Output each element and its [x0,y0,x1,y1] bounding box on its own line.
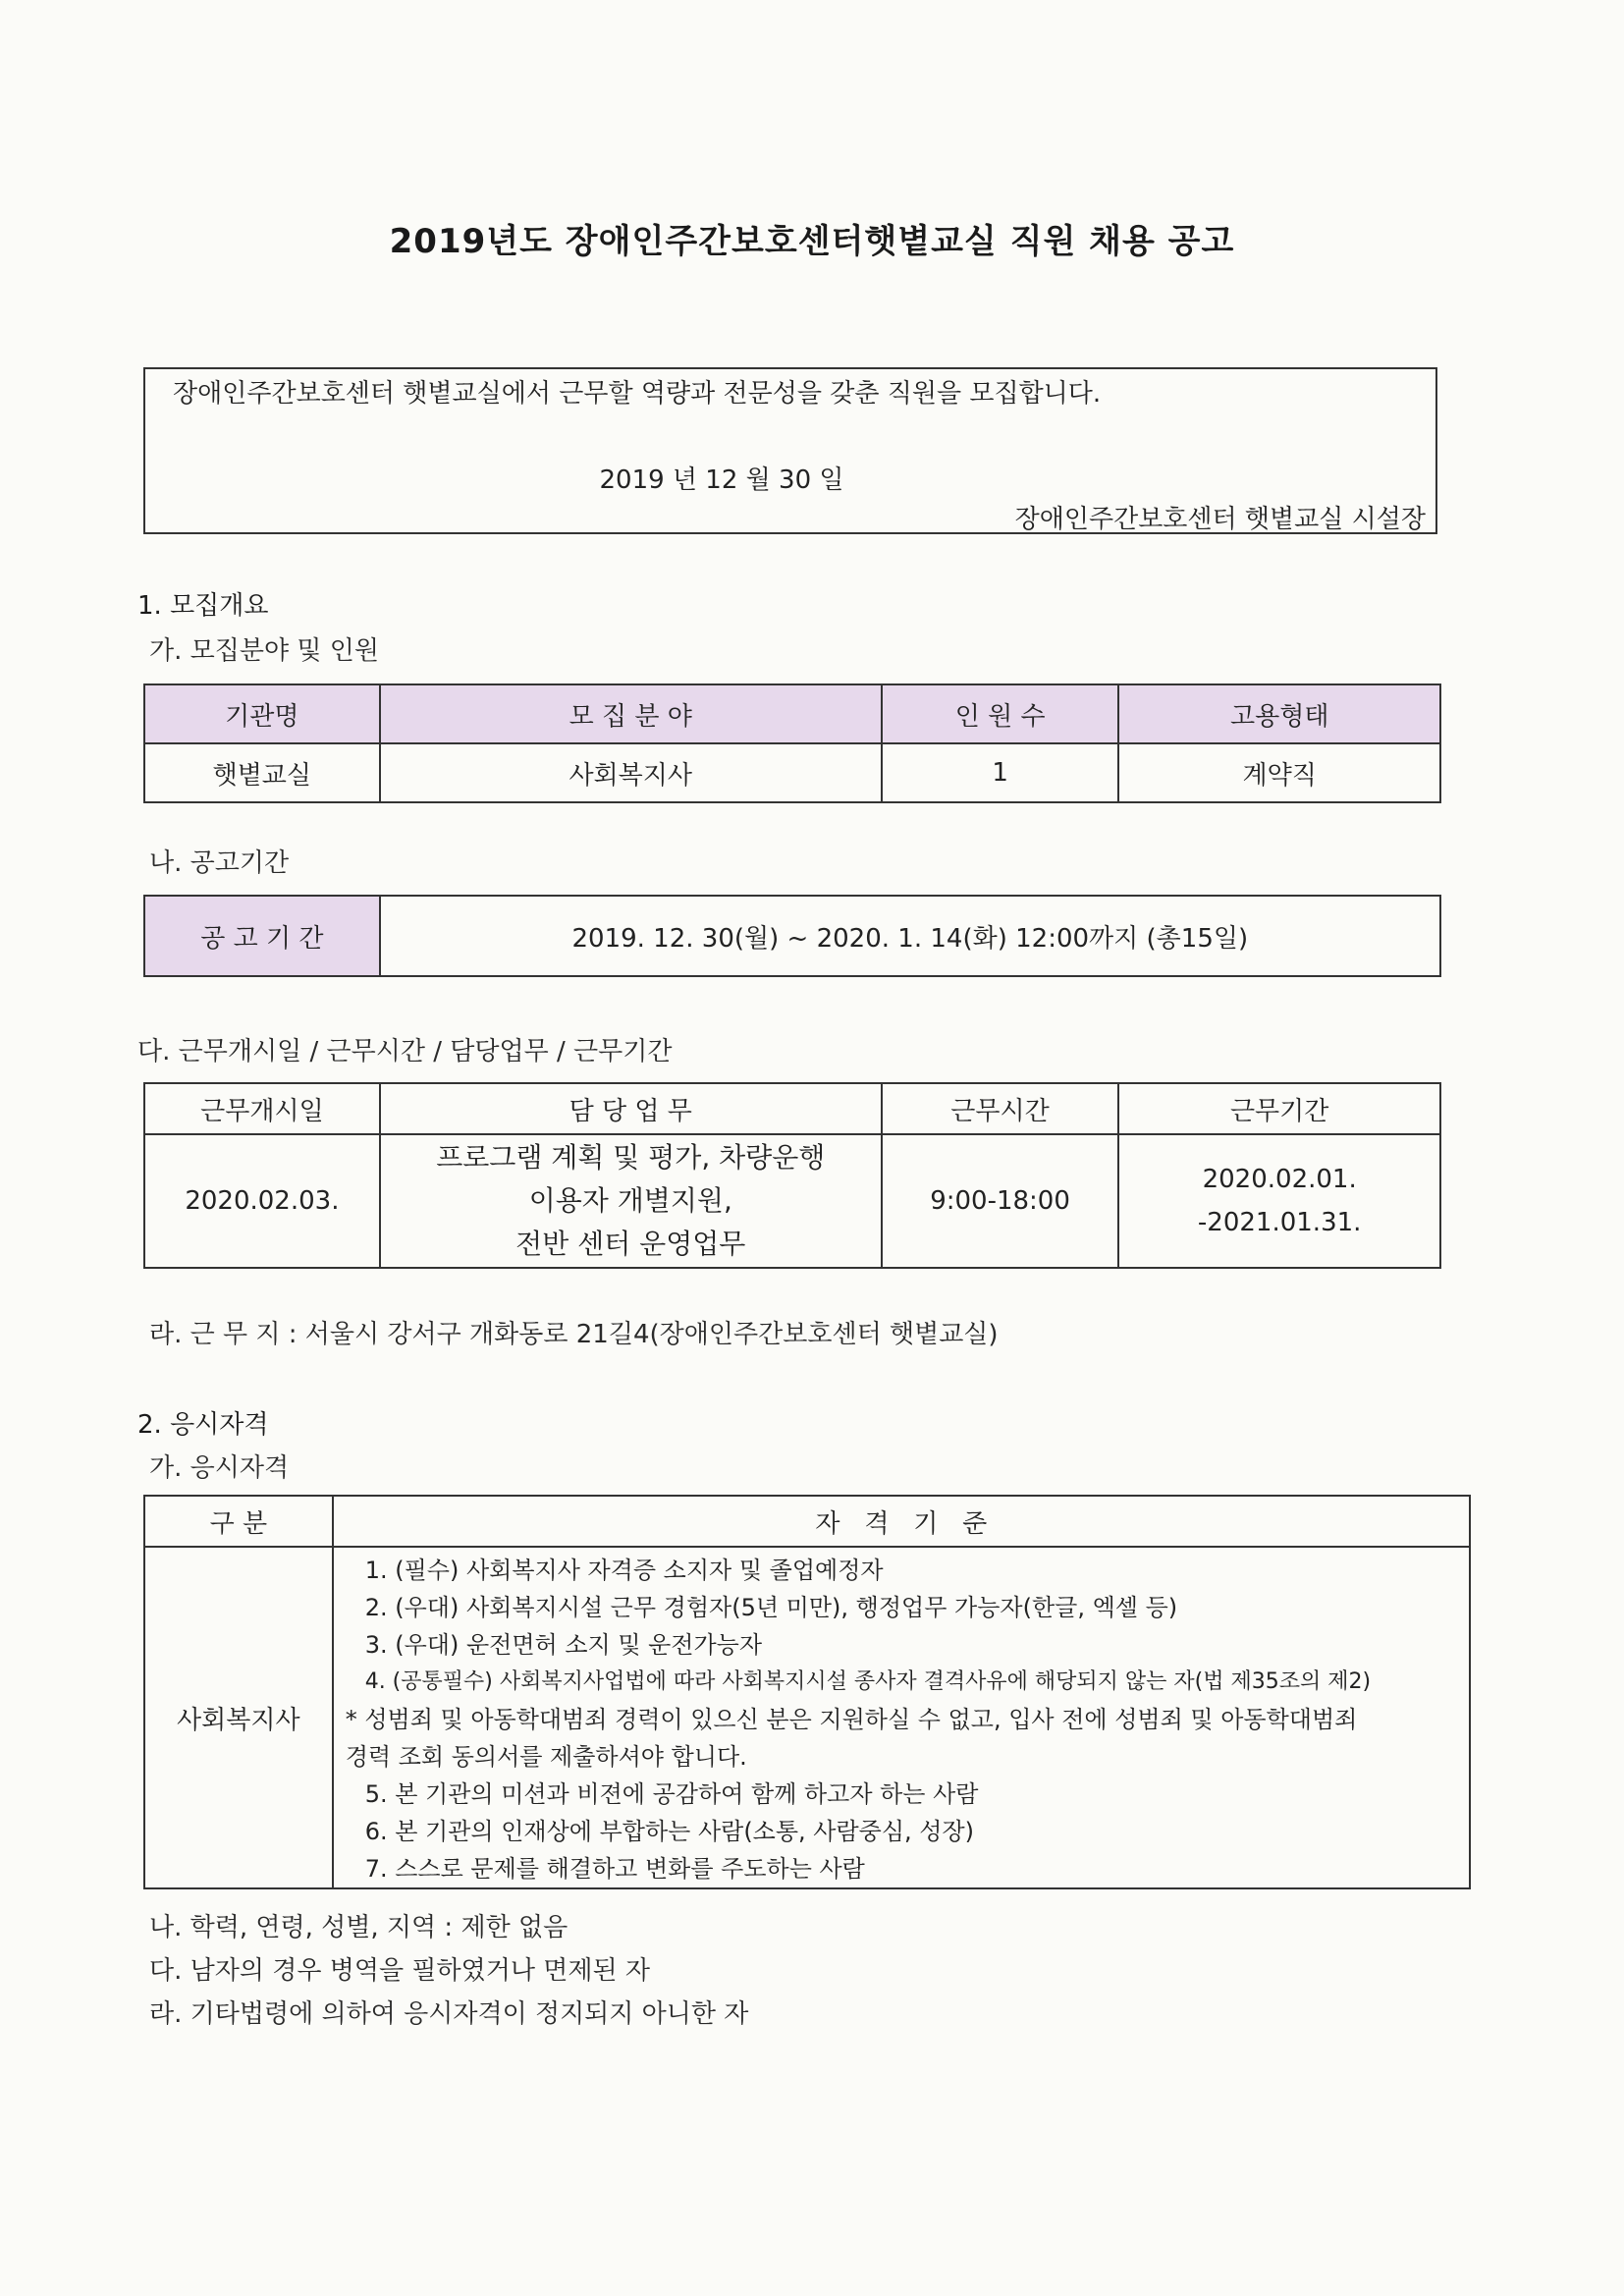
table-header-row [144,684,1440,743]
qual-item: 4. (공통필수) 사회복지사업법에 따라 사회복지시설 종사자 결격사유에 해당되지 않는 자(법 제35조의 제2) [364,1669,1372,1694]
qual-note: 경력 조회 동의서를 제출하셔야 합니다. [345,1743,747,1771]
period-label: 공 고 기 간 [144,896,380,976]
qual-item: 2. (우대) 사회복지시설 근무 경험자(5년 미만), 행정업무 가능자(한글, 엑셀 등) [364,1594,1178,1621]
notice-date: 2019 년 12 월 30 일 [599,465,844,495]
term-line: 2020.02.01. [1202,1165,1357,1194]
notice-signature: 장애인주간보호센터 햇볕교실 시설장 [1014,505,1426,534]
duty-line: 프로그램 계획 및 평가, 차량운행 [436,1141,826,1174]
work-term [1118,1134,1440,1268]
section2-heading: 2. 응시자격 [137,1410,269,1440]
section2-sub-da: 다. 남자의 경우 병역을 필하였거나 면제된 자 [149,1956,650,1986]
table-row [144,1134,1440,1268]
work-hours: 9:00-18:00 [882,1134,1119,1268]
qual-category: 사회복지사 [144,1547,333,1888]
work-start: 2020.02.03. [144,1134,380,1268]
notice-message: 장애인주간보호센터 햇볕교실에서 근무할 역량과 전문성을 갖춘 직원을 모집합니다. [173,379,1102,409]
table-header: 고용형태 [1118,684,1440,743]
period-value: 2019. 12. 30(월) ~ 2020. 1. 14(화) 12:00까지 (총15일) [380,896,1440,976]
qual-item: 7. 스스로 문제를 해결하고 변화를 주도하는 사람 [364,1855,865,1883]
table-row [144,1547,1470,1888]
term-line: -2021.01.31. [1197,1208,1362,1237]
section1-sub-na: 나. 공고기간 [149,848,290,878]
recruit-table [143,683,1441,803]
qual-item: 3. (우대) 운전면허 소지 및 운전가능자 [364,1631,763,1659]
table-header: 담 당 업 무 [380,1083,882,1134]
qualification-table [143,1495,1471,1889]
section1-sub-ra: 라. 근 무 지 : 서울시 강서구 개화동로 21길4(장애인주간보호센터 햇볕교실) [149,1320,999,1349]
work-table [143,1082,1441,1269]
table-cell: 1 [882,743,1119,802]
qual-item: 6. 본 기관의 인재상에 부합하는 사람(소통, 사람중심, 성장) [364,1818,975,1845]
table-header-row [144,1496,1470,1547]
table-header: 근무기간 [1118,1083,1440,1134]
qual-item: 5. 본 기관의 미션과 비젼에 공감하여 함께 하고자 하는 사람 [364,1780,979,1808]
page-title: 2019년도 장애인주간보호센터햇볕교실 직원 채용 공고 [389,222,1235,261]
section1-sub-da: 다. 근무개시일 / 근무시간 / 담당업무 / 근무기간 [137,1037,673,1066]
table-header: 기관명 [144,684,380,743]
section2-sub-ga: 가. 응시자격 [149,1453,290,1483]
section1-sub-ga: 가. 모집분야 및 인원 [149,636,379,666]
qual-note: * 성범죄 및 아동학대범죄 경력이 있으신 분은 지원하실 수 없고, 입사 전에 성범죄 및 아동학대범죄 [345,1706,1358,1733]
section2-sub-ra: 라. 기타법령에 의하여 응시자격이 정지되지 아니한 자 [149,1999,749,2029]
table-header: 모 집 분 야 [380,684,882,743]
duty-line: 이용자 개별지원, [528,1184,732,1217]
table-header: 인 원 수 [882,684,1119,743]
table-header: 구 분 [144,1496,333,1547]
period-table [143,895,1441,977]
table-cell: 사회복지사 [380,743,882,802]
work-duties [380,1134,882,1268]
qual-criteria [333,1547,1470,1888]
section2-sub-na: 나. 학력, 연령, 성별, 지역 : 제한 없음 [149,1913,568,1942]
section1-heading: 1. 모집개요 [137,591,269,621]
qual-item: 1. (필수) 사회복지사 자격증 소지자 및 졸업예정자 [364,1557,884,1584]
table-cell: 계약직 [1118,743,1440,802]
table-header: 근무시간 [882,1083,1119,1134]
table-cell: 햇볕교실 [144,743,380,802]
table-header: 근무개시일 [144,1083,380,1134]
table-row [144,896,1440,976]
table-row [144,743,1440,802]
table-header-row [144,1083,1440,1134]
notice-box [143,367,1437,534]
duty-line: 전반 센터 운영업무 [515,1228,746,1260]
table-header: 자 격 기 준 [333,1496,1470,1547]
